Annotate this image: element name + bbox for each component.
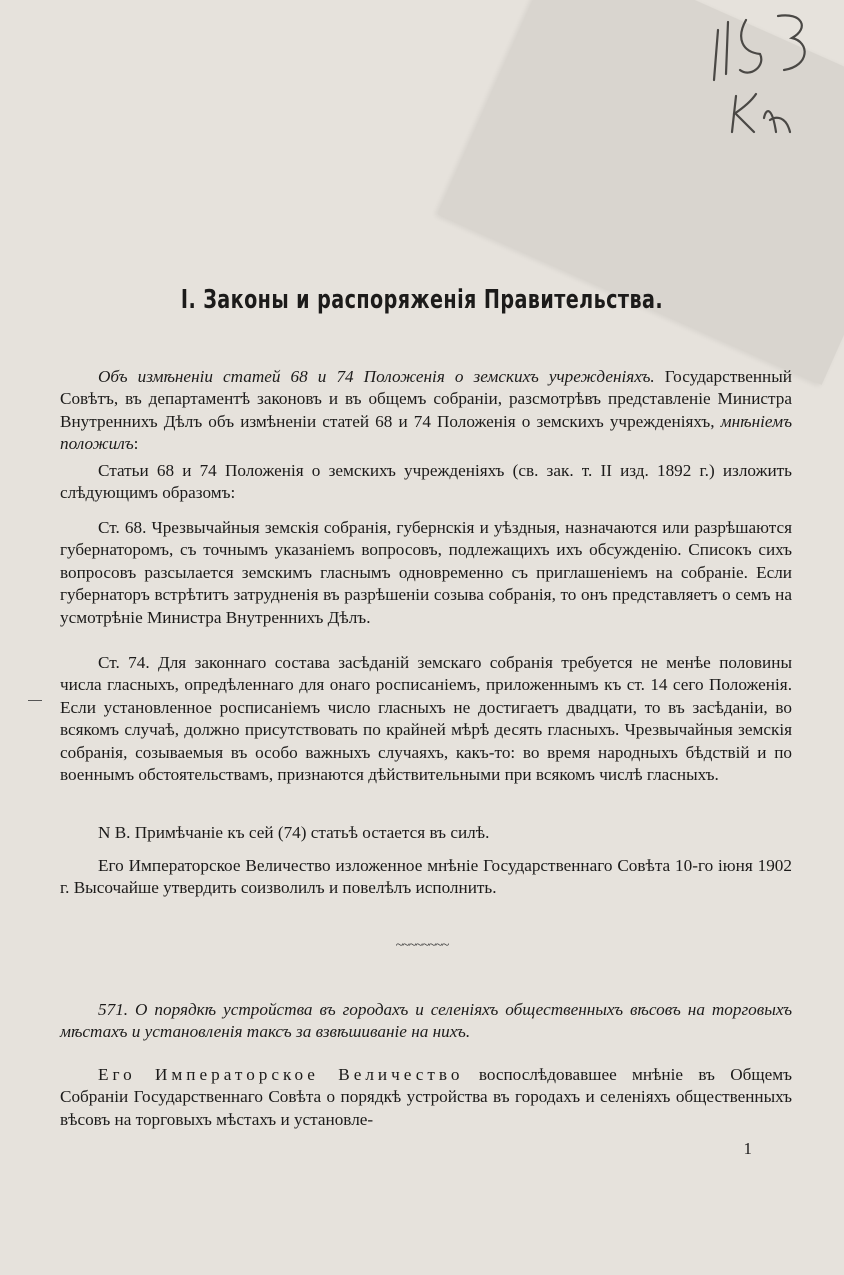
intro-paragraph: Объ измѣненіи статей 68 и 74 Положенія о земскихъ учрежденіяхъ. Государственный Совѣтъ, въ департаментѣ законовъ и въ общемъ собраніи, разсмотрѣвъ представленіе Министра Внутреннихъ Дѣлъ объ измѣненіи статей 68 и 74 Положенія о земскихъ учрежденіяхъ, мнѣніемъ положилъ: [60,367,792,454]
section-1-intro [60,366,792,456]
page-number: 1 [743,1139,752,1158]
separator-ornament: ~~~~~~~~ [395,938,449,953]
section-2-paragraph: Его Императорское Величество воспослѣдовавшее мнѣніе въ Общемъ Собраніи Государственнаго Совѣта о порядкѣ устройства въ городахъ и селеніяхъ общественныхъ вѣсовъ на торговыхъ мѣстахъ и установле- [60,1065,792,1129]
spaced-lead: Его Императорское Величество [98,1065,464,1084]
section-heading: I. Законы и распоряженія Правительства. [180,285,664,315]
intro-text: Государственный Совѣтъ, въ департаментѣ законовъ и въ общемъ собраніи, разсмотрѣвъ представленіе Министра Внутреннихъ Дѣлъ объ измѣненіи статей 68 и 74 Положенія о земскихъ учрежденіяхъ, [60,367,792,431]
paragraph-2: Статьи 68 и 74 Положенія о земскихъ учрежденіяхъ (св. зак. т. II изд. 1892 г.) изложить слѣдующимъ образомъ: [60,461,792,503]
paragraph-approval: Его Императорское Величество изложенное мнѣніе Государственнаго Совѣта 10-го іюня 1902 г. Высочайше утвердить соизволилъ и повелѣлъ исполнить. [60,856,792,898]
paragraph-note: N B. Примѣчаніе къ сей (74) статьѣ остается въ силѣ. [98,823,490,842]
section-2-title: 571. О порядкѣ устройства въ городахъ и селеніяхъ общественныхъ вѣсовъ на торговыхъ мѣстахъ и установленія таксъ за взвѣшиваніе на нихъ. [60,1000,792,1042]
paragraph-art74: Ст. 74. Для законнаго состава засѣданій земскаго собранія требуется не менѣе половины числа гласныхъ, опредѣленнаго для онаго росписаніемъ, приложеннымъ къ ст. 14 сего Положенія. Если установленное росписаніемъ число гласныхъ не достигаетъ двадцати, то въ засѣданіи, во всякомъ случаѣ, должно присутствовать по крайней мѣрѣ десять гласныхъ. Чрезвычайныя земскія собранія, созываемыя въ особо важныхъ случаяхъ, какъ-то: во время народныхъ бѣдствій и по военнымъ обстоятельствамъ, признаются дѣйствительными при всякомъ числѣ гласныхъ. [60,653,792,785]
article-title: Объ измѣненіи статей 68 и 74 Положенія о земскихъ учрежденіяхъ. [98,367,655,386]
paragraph-art68: Ст. 68. Чрезвычайныя земскія собранія, губернскія и уѣздныя, назначаются или разрѣшаются губернаторомъ, съ точнымъ указаніемъ вопросовъ, подлежащихъ ихъ обсужденію. Списокъ сихъ вопросовъ разсылается земскимъ гласнымъ одновременно съ приглашеніемъ на собраніе. Если губернаторъ встрѣтитъ затрудненія въ разрѣшеніи созыва собранія, то онъ представляетъ о семъ на усмотрѣніе Министра Внутреннихъ Дѣлъ. [60,518,792,627]
margin-mark [28,700,42,701]
intro-italic: мнѣніемъ положилъ [60,411,792,454]
handwritten-annotation [706,8,826,138]
